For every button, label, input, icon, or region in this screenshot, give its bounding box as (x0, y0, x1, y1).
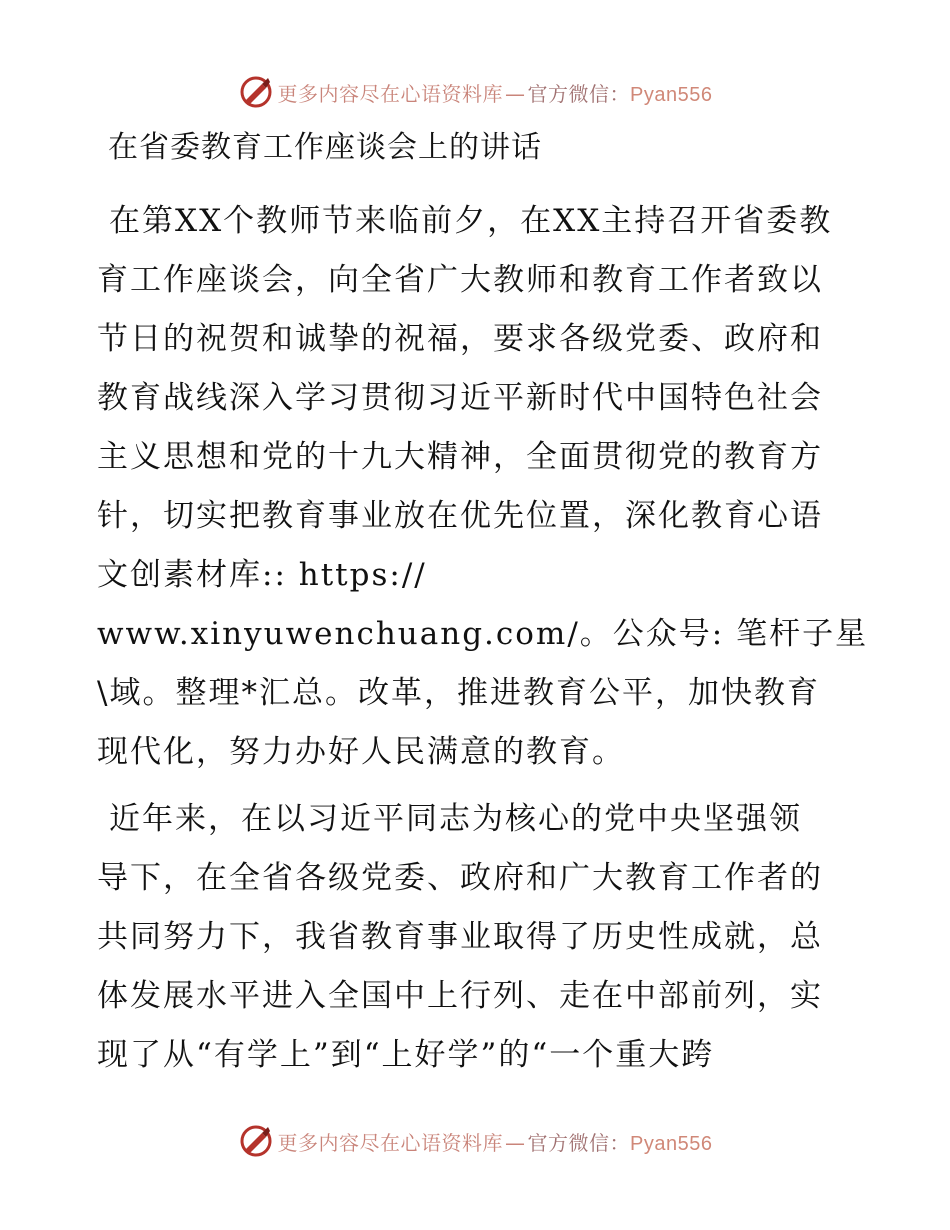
paragraph-line: 主义思想和党的十九大精神，全面贯彻党的教育方 (97, 439, 823, 475)
header-banner-text (278, 78, 713, 107)
paragraph-line: 在第XX个教师节来临前夕，在XX主持召开省委教 (109, 203, 833, 239)
paragraph-line: 近年来，在以习近平同志为核心的党中央坚强领 (109, 801, 802, 837)
paragraph-line: 节日的祝贺和诚挚的祝福，要求各级党委、政府和 (97, 321, 823, 357)
paragraph-line: 育工作座谈会，向全省广大教师和教育工作者致以 (97, 262, 823, 298)
paragraph-line: 体发展水平进入全国中上行列、走在中部前列，实 (97, 978, 823, 1014)
logo-icon (238, 1123, 274, 1159)
paragraph-line: 针，切实把教育事业放在优先位置，深化教育心语 (97, 498, 823, 534)
logo-icon (238, 74, 274, 110)
banner-slogan: 更多内容尽在心语资料库 (277, 81, 504, 106)
wechat-label: 官方微信： (527, 81, 631, 106)
wechat-id: Pyan556 (630, 1132, 713, 1155)
paragraph-line: 现代化，努力办好人民满意的教育。 (97, 734, 625, 770)
paragraph-line: www.xinyuwenchuang.com/。公众号: 笔杆子星 (97, 616, 869, 652)
paragraph-1 (97, 192, 869, 782)
paragraph-line: \域。整理*汇总。改革，推进教育公平，加快教育 (97, 675, 820, 711)
footer-banner (0, 1121, 950, 1161)
footer-banner-text (278, 1127, 713, 1156)
wechat-label: 官方微信： (527, 1130, 631, 1155)
banner-slogan: 更多内容尽在心语资料库 (277, 1130, 504, 1155)
wechat-id: Pyan556 (630, 83, 713, 106)
paragraph-line: 共同努力下，我省教育事业取得了历史性成就，总 (97, 919, 823, 955)
paragraph-line: 文创素材库:: https:// (97, 557, 427, 593)
banner-separator: — (505, 81, 526, 106)
paragraph-line: 教育战线深入学习贯彻习近平新时代中国特色社会 (97, 380, 823, 416)
paragraph-line: 导下，在全省各级党委、政府和广大教育工作者的 (97, 860, 823, 896)
document-title: 在省委教育工作座谈会上的讲话 (108, 130, 542, 165)
paragraph-line: 现了从“有学上”到“上好学”的“一个重大跨 (97, 1037, 715, 1073)
header-banner (0, 72, 950, 112)
paragraph-2 (97, 790, 857, 1085)
banner-separator: — (505, 1130, 526, 1155)
